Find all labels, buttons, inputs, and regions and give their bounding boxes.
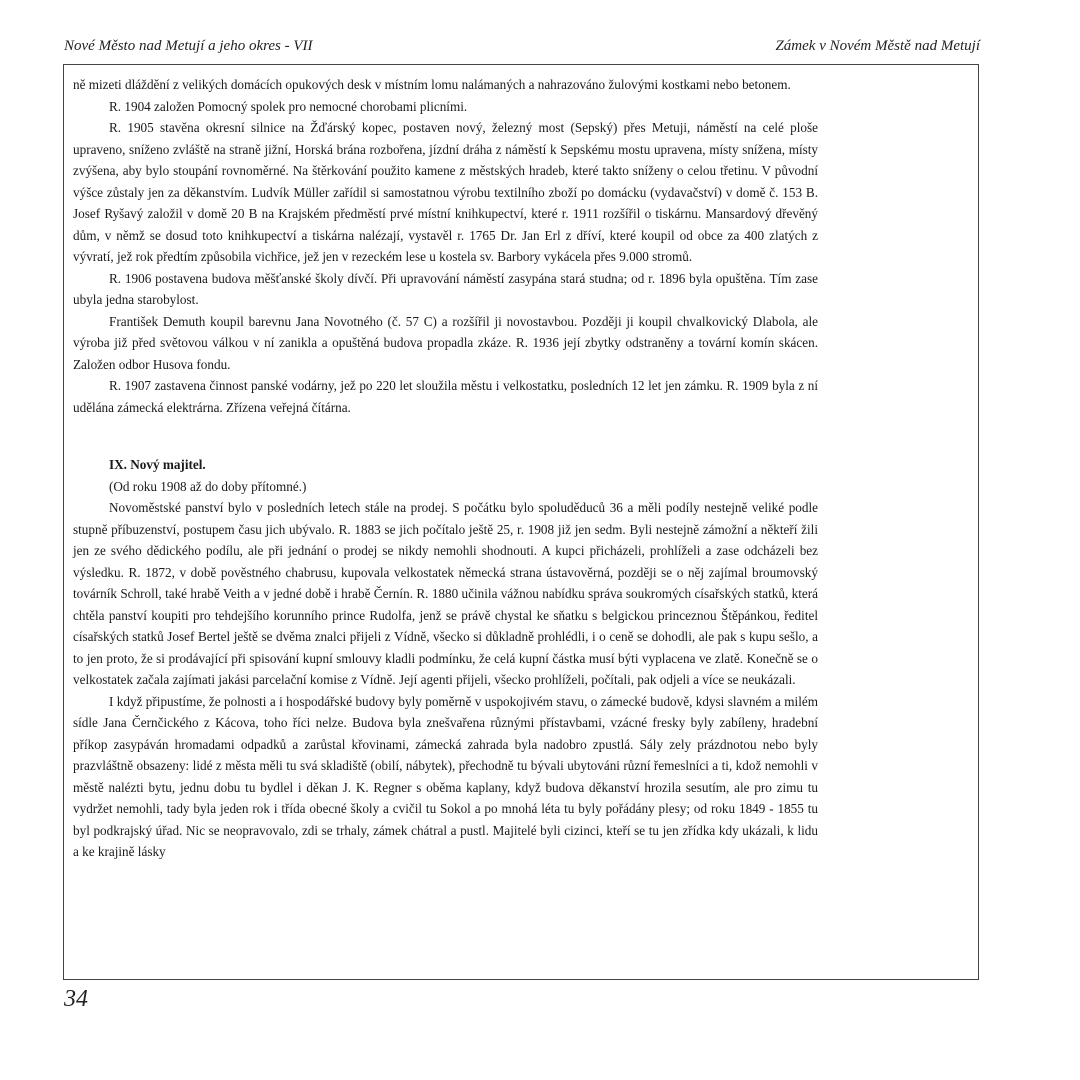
paragraph: I když připustíme, že polnosti a i hospodářské budovy byly poměrně v uspokojivém stavu, o zámecké budově, kdysi slavném a milém sídle Jana Černčického z Kácova, toho říci nelze. Budova byla znešvařena různými přístavbami, vzácné fresky byly zabíleny, hradební příkop zasypáván hromadami odpadků a zarůstal křovinami, zámecká zahrada byla nadobro zpustlá. Sály zely prázdnotou nebo byly prazvláštně obsazeny: lidé z města měli tu svá skladiště (obilí, nábytek), přechodně tu bývali ubytováni různí řemeslníci a ti, kdož nemohli v městě nalézti bytu, jednu dobu tu bydlel i děkan J. K. Regner s oběma kaplany, když budova děkanství hrozila sesutím, ale pro zimu tu vydržet nemohli, tady byla jeden rok i třída obecné školy a cvičil tu Sokol a po mnohá léta tu byly pořádány plesy; od roku 1849 - 1855 tu byl podkrajský úřad. Nic se neopravovalo, zdi se trhaly, zámek chátral a pustl. Majitelé byli cizinci, kteří se tu jen zřídka kdy ukázali, k lidu a ke krajině lásky <box>73 693 818 859</box>
paragraph: R. 1906 postavena budova měšťanské školy dívčí. Při upravování náměstí zasypána stará studna; od r. 1896 byla opuštěna. Tím zase ubyla jedna starobylost. <box>73 270 818 307</box>
page-body <box>73 74 818 863</box>
paragraph: R. 1907 zastavena činnost panské vodárny, jež po 220 let sloužila městu i velkostatku, posledních 12 let jen zámku. R. 1909 byla z ní udělána zámecká elektrárna. Zřízena veřejná čítárna. <box>73 378 818 415</box>
section-subtitle: (Od roku 1908 až do doby přítomné.) <box>109 478 307 494</box>
paragraph: Novoměstské panství bylo v posledních letech stále na prodej. S počátku bylo spoluděduců 36 a měli podíly nestejně veliké podle stupně příbuzenství, postupem času jich ubývalo. R. 1883 se jich počítalo ještě 25, r. 1908 již jen sedm. Byli nestejně zámožní a někteří žili jen ze svého dědického podílu, ale při jednání o prodej se nikdy nemohli shodnouti. A kupci přicházeli, prohlíželi a zase odcházeli bez výsledku. R. 1872, v době pověstného chabrusu, kupovala velkostatek německá strana ústavověrná, později se o něj zajímal broumovský továrník Schroll, také hrabě Veith a v jedné době i hrabě Černín. R. 1880 učinila vážnou nabídku správa soukromých císařských statků, která chtěla panství koupiti pro tehdejšího korunního prince Rudolfa, jenž se právě chystal ke sňatku s belgickou princeznou Štěpánkou, ředitel císařských statků Josef Bertel ještě se dvěma znalci přijeli z Vídně, všecko si důkladně prohlédli, i o ceně se dohodli, ale pak s kupu sešlo, a to jen proto, že si prodávající při spisování kupní smlouvy kladli podmínku, že celá kupní částka musí býti vyplacena ve zlatě. Konečně se o velkostatek začala zajímati jakási parcelační komise z Vídně. Její agenti přijeli, všecko prohlíželi, počítali, pak odjeli a více se neukázali. <box>73 500 818 687</box>
header-book-title: Nové Město nad Metují a jeho okres - VII <box>64 38 313 54</box>
paragraph: R. 1904 založen Pomocný spolek pro nemocné chorobami plicními. <box>109 98 468 114</box>
paragraph: ně mizeti dláždění z velikých domácích opukových desk v místním lomu nalámaných a nahrazováno žulovými kostkami nebo betonem. <box>73 77 791 92</box>
running-header <box>64 38 980 58</box>
paragraph: R. 1905 stavěna okresní silnice na Žďárský kopec, postaven nový, železný most (Sepský) přes Metuji, náměstí na celé ploše upraveno, sníženo zvláště na straně jižní, Horská brána rozbořena, jízdní dráha z náměstí k Sepskému mostu upravena, místy snížena, místy zvýšena, aby bylo stoupání rovnoměrné. Na štěrkování použito kamene z městských hradeb, které takto sníženy o celou třetinu. V původní výšce zůstaly jen za děkanstvím. Ludvík Müller zařídil si samostatnou výrobu textilního zboží po domácku (vydavačství) v domě č. 153 B. Josef Ryšavý založil v domě 20 B na Krajském předměstí prvé místní knihkupectví, které r. 1911 rozšířil o tiskárnu. Mansardový dřevěný dům, v němž se dosud toto knihkupectví a tiskárna nalézají, vystavěl r. 1765 Dr. Jan Erl z dříví, které koupil od obce za 400 zlatých z vývratí, jež rok předtím způsobila vichřice, jež jen v rezeckém lese u kostela sv. Barbory vykácela přes 9.000 stromů. <box>73 120 818 264</box>
page-number: 34 <box>64 986 88 1012</box>
section-heading: IX. Nový majitel. <box>109 457 206 472</box>
paragraph: František Demuth koupil barevnu Jana Novotného (č. 57 C) a rozšířil ji novostavbou. Později ji koupil chvalkovický Dlabola, ale výroba již před světovou válkou v ní zanikla a opuštěná budova propadla zkáze. R. 1936 její zbytky odstraněny a tovární komín skácen. Založen odbor Husova fondu. <box>73 313 818 372</box>
header-chapter-title: Zámek v Novém Městě nad Metují <box>775 38 980 54</box>
